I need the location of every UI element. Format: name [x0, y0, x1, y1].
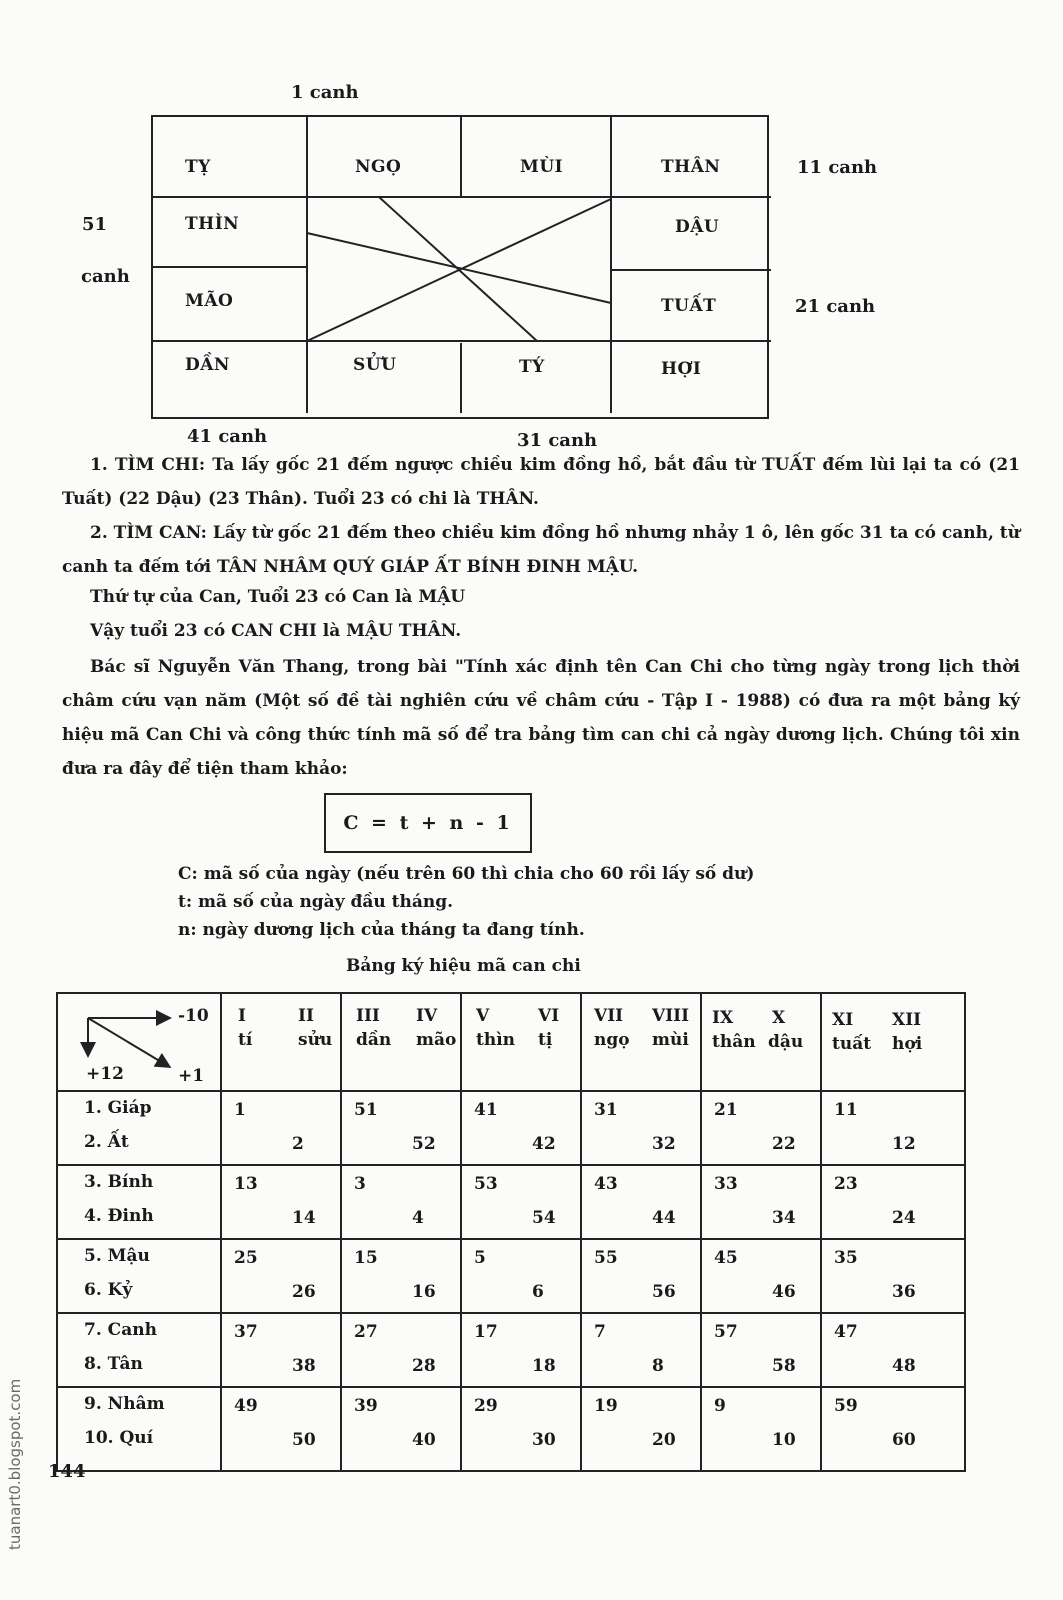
col-header-roman-4: IV	[416, 1006, 438, 1026]
code-value: 59	[834, 1396, 858, 1416]
legend-c: C: mã số của ngày (nếu trên 60 thì chia cho 60 rồi lấy số dư)	[178, 864, 755, 884]
table-vline-can	[220, 994, 222, 1470]
code-value: 41	[474, 1100, 498, 1120]
cell-ty-snake: TỴ	[185, 157, 211, 177]
paragraph-find-chi: 1. TÌM CHI: Ta lấy gốc 21 đếm ngược chiều kim đồng hồ, bắt đầu từ TUẤT đếm lùi lại ta có (21 Tuất) (22 Dậu) (23 Thân). Tuổi 23 có chi là THÂN.	[62, 455, 1020, 509]
code-value: 14	[292, 1208, 316, 1228]
col-header-chi-1: tí	[238, 1030, 253, 1050]
col-header-roman-3: III	[356, 1006, 380, 1026]
code-value: 26	[292, 1282, 316, 1302]
paragraph-can-order: Thứ tự của Can, Tuổi 23 có Can là MẬU	[90, 587, 466, 607]
diagram-top-label: 1 canh	[291, 82, 359, 103]
corner-plus12: +12	[86, 1064, 124, 1084]
code-value: 9	[714, 1396, 726, 1416]
col-header-roman-5: V	[476, 1006, 490, 1026]
formula-box: C = t + n - 1	[324, 793, 532, 853]
arrow-diagonal	[88, 1018, 168, 1066]
col-header-roman-6: VI	[538, 1006, 560, 1026]
col-header-chi-9: thân	[712, 1032, 756, 1052]
code-value: 28	[412, 1356, 436, 1376]
code-value: 22	[772, 1134, 796, 1154]
table-vline-1	[340, 994, 342, 1470]
cell-mui: MÙI	[520, 157, 564, 177]
col-header-chi-2: sửu	[298, 1030, 333, 1050]
code-value: 43	[594, 1174, 618, 1194]
code-value: 11	[834, 1100, 858, 1120]
table-vline-2	[460, 994, 462, 1470]
code-value: 18	[532, 1356, 556, 1376]
col-header-roman-9: IX	[712, 1008, 734, 1028]
code-value: 50	[292, 1430, 316, 1450]
can-label: 8. Tân	[84, 1354, 143, 1374]
code-value: 44	[652, 1208, 676, 1228]
code-value: 1	[234, 1100, 246, 1120]
code-value: 46	[772, 1282, 796, 1302]
cell-ngo: NGỌ	[355, 157, 402, 177]
dial-diagonal-3	[307, 199, 611, 341]
code-value: 31	[594, 1100, 618, 1120]
can-label: 5. Mậu	[84, 1246, 150, 1266]
table-vline-5	[820, 994, 822, 1470]
table-hline-1	[58, 1164, 964, 1166]
diagram-right-label-11: 11 canh	[797, 157, 878, 178]
code-value: 19	[594, 1396, 618, 1416]
col-header-chi-4: mão	[416, 1030, 457, 1050]
can-label: 1. Giáp	[84, 1098, 152, 1118]
col-header-roman-11: XI	[832, 1010, 854, 1030]
col-header-roman-8: VIII	[652, 1006, 690, 1026]
code-value: 10	[772, 1430, 796, 1450]
diagram-bottom-label-31: 31 canh	[517, 430, 598, 451]
legend-n: n: ngày dương lịch của tháng ta đang tính.	[178, 920, 585, 940]
col-header-chi-3: dần	[356, 1030, 392, 1050]
code-value: 52	[412, 1134, 436, 1154]
col-header-roman-10: X	[772, 1008, 786, 1028]
code-value: 39	[354, 1396, 378, 1416]
code-value: 20	[652, 1430, 676, 1450]
can-label: 3. Bính	[84, 1172, 154, 1192]
paragraph-reference: Bác sĩ Nguyễn Văn Thang, trong bài "Tính xác định tên Can Chi cho từng ngày trong lịch thời châm cứu vạn năm (Một số đề tài nghiên cứu về châm cứu - Tập I - 1988) có đưa ra một bảng ký hiệu mã Can Chi và công thức tính mã số để tra bảng tìm can chi cả ngày dương lịch. Chúng tôi xin đưa ra đây để tiện tham khảo:	[62, 657, 1020, 779]
code-value: 8	[652, 1356, 664, 1376]
code-value: 38	[292, 1356, 316, 1376]
cell-mao: MÃO	[185, 291, 234, 311]
watermark: tuanart0.blogspot.com	[6, 1378, 24, 1550]
code-value: 35	[834, 1248, 858, 1268]
code-value: 45	[714, 1248, 738, 1268]
cell-dan: DẦN	[185, 355, 230, 375]
code-value: 53	[474, 1174, 498, 1194]
table-hline-header	[58, 1090, 964, 1092]
cell-thin: THÌN	[185, 214, 240, 234]
code-value: 21	[714, 1100, 738, 1120]
can-chi-code-table	[56, 992, 966, 1472]
code-value: 58	[772, 1356, 796, 1376]
col-header-roman-1: I	[238, 1006, 246, 1026]
code-value: 32	[652, 1134, 676, 1154]
code-value: 4	[412, 1208, 424, 1228]
cell-tuat: TUẤT	[661, 296, 717, 316]
code-value: 54	[532, 1208, 556, 1228]
code-value: 24	[892, 1208, 916, 1228]
code-value: 3	[354, 1174, 366, 1194]
col-header-chi-6: tị	[538, 1030, 553, 1050]
col-header-roman-7: VII	[594, 1006, 624, 1026]
code-value: 23	[834, 1174, 858, 1194]
code-value: 16	[412, 1282, 436, 1302]
code-value: 29	[474, 1396, 498, 1416]
col-header-chi-8: mùi	[652, 1030, 689, 1050]
can-label: 4. Đinh	[84, 1206, 154, 1226]
col-header-chi-10: dậu	[768, 1032, 804, 1052]
diagram-bottom-label-41: 41 canh	[187, 426, 268, 447]
code-value: 13	[234, 1174, 258, 1194]
code-value: 36	[892, 1282, 916, 1302]
corner-minus10: -10	[178, 1006, 209, 1026]
page-number: 144	[48, 1461, 86, 1482]
can-label: 2. Ất	[84, 1132, 129, 1152]
paragraph-find-can: 2. TÌM CAN: Lấy từ gốc 21 đếm theo chiều kim đồng hồ nhưng nhảy 1 ô, lên gốc 31 ta có canh, từ canh ta đếm tới TÂN NHÂM QUÝ GIÁP ẤT BÍNH ĐINH MẬU.	[62, 523, 1020, 577]
code-value: 56	[652, 1282, 676, 1302]
table-title: Bảng ký hiệu mã can chi	[346, 956, 581, 976]
can-label: 7. Canh	[84, 1320, 157, 1340]
zodiac-dial-diagram	[151, 115, 769, 419]
dial-diagonal-1	[379, 197, 537, 341]
can-label: 10. Quí	[84, 1428, 154, 1448]
dial-diagonal-2	[307, 233, 611, 303]
code-value: 55	[594, 1248, 618, 1268]
code-value: 15	[354, 1248, 378, 1268]
code-value: 25	[234, 1248, 258, 1268]
diagram-left-label-word: canh	[81, 266, 130, 287]
col-header-chi-11: tuất	[832, 1034, 872, 1054]
cell-than: THÂN	[661, 157, 721, 177]
col-header-chi-12: hợi	[892, 1034, 923, 1054]
code-value: 60	[892, 1430, 916, 1450]
code-value: 34	[772, 1208, 796, 1228]
cell-hoi: HỢI	[661, 359, 702, 379]
code-value: 42	[532, 1134, 556, 1154]
can-label: 9. Nhâm	[84, 1394, 165, 1414]
table-hline-4	[58, 1386, 964, 1388]
table-hline-3	[58, 1312, 964, 1314]
col-header-roman-12: XII	[892, 1010, 922, 1030]
code-value: 17	[474, 1322, 498, 1342]
cell-suu: SỬU	[353, 355, 397, 375]
code-value: 48	[892, 1356, 916, 1376]
paragraph-conclusion: Vậy tuổi 23 có CAN CHI là MẬU THÂN.	[90, 621, 462, 641]
table-vline-3	[580, 994, 582, 1470]
code-value: 37	[234, 1322, 258, 1342]
table-hline-2	[58, 1238, 964, 1240]
code-value: 40	[412, 1430, 436, 1450]
code-value: 57	[714, 1322, 738, 1342]
code-value: 47	[834, 1322, 858, 1342]
can-label: 6. Kỷ	[84, 1280, 133, 1300]
cell-dau: DẬU	[675, 217, 720, 237]
col-header-chi-5: thìn	[476, 1030, 516, 1050]
code-value: 7	[594, 1322, 606, 1342]
code-value: 2	[292, 1134, 304, 1154]
code-value: 30	[532, 1430, 556, 1450]
table-vline-4	[700, 994, 702, 1470]
legend-t: t: mã số của ngày đầu tháng.	[178, 892, 454, 912]
col-header-chi-7: ngọ	[594, 1030, 630, 1050]
code-value: 6	[532, 1282, 544, 1302]
code-value: 5	[474, 1248, 486, 1268]
cell-ty-rat: TÝ	[519, 357, 545, 377]
corner-plus1: +1	[178, 1066, 205, 1086]
col-header-roman-2: II	[298, 1006, 314, 1026]
diagram-right-label-21: 21 canh	[795, 296, 876, 317]
code-value: 33	[714, 1174, 738, 1194]
code-value: 27	[354, 1322, 378, 1342]
diagram-left-label-num: 51	[82, 214, 108, 235]
code-value: 51	[354, 1100, 378, 1120]
code-value: 12	[892, 1134, 916, 1154]
code-value: 49	[234, 1396, 258, 1416]
